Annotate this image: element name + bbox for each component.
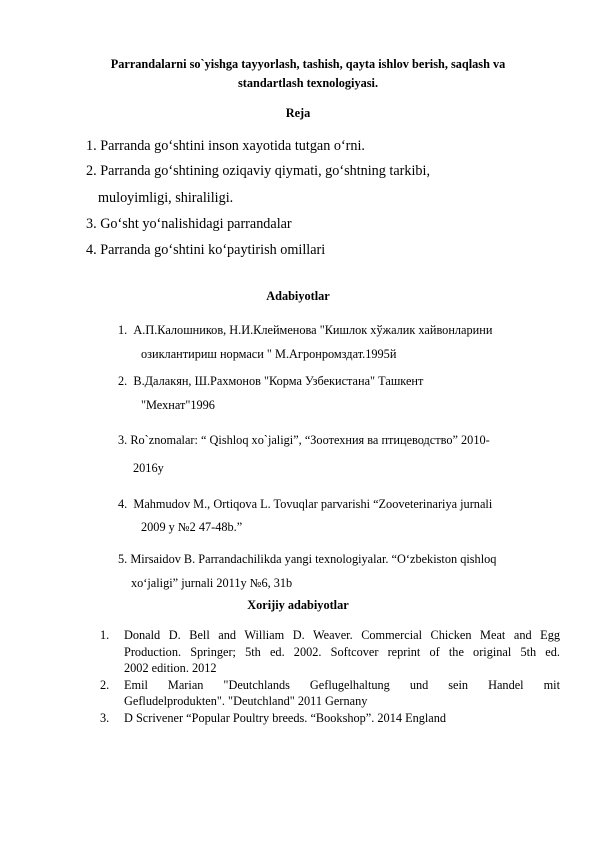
reference-item: 3. Ro`znomalar: “ Qishloq xo`jaligi”, “Зоотехния ва птицеводство” 2010- — [118, 433, 490, 447]
plan-item: 2. Parranda go‘shtining oziqaviy qiymati, go‘shtning tarkibi, — [86, 163, 430, 179]
plan-item: 4. Parranda go‘shtini ko‘paytirish omillari — [86, 242, 326, 258]
reference-item: 1. А.П.Калошников, Н.И.Клейменова "Кишлок хўжалик хайвонларини — [118, 323, 493, 337]
reference-item: 5. Mirsaidov B. Parrandachilikda yangi texnologiyalar. “O‘zbekiston qishloq — [118, 552, 497, 566]
reference-item: 4. Mahmudov M., Ortiqova L. Tovuqlar parvarishi “Zooveterinariya jurnali — [118, 497, 493, 511]
foreign-reference-item: 3. D Scrivener “Popular Poultry breeds. “Bookshop”. 2014 England — [100, 710, 447, 725]
plan-item: 3. Go‘sht yo‘nalishidagi parrandalar — [86, 216, 292, 232]
foreign-references-list — [100, 627, 560, 726]
plan-item-continuation: muloyimligi, shiraliligi. — [98, 190, 234, 206]
foreign-reference-item: 1. Donald D. Bell and William D. Weaver. Commercial Chicken Meat and Egg Production. Springer; 5th ed. 2002. Softcover reprint of the original 5th ed. 2002 edition. 2012 — [100, 628, 560, 675]
document-title — [60, 55, 556, 93]
reference-item-line2: 2009 y №2 47-48b.” — [141, 520, 243, 534]
references-heading: Adabiyotlar — [266, 289, 330, 303]
title-line-1: Parrandalarni so`yishga tayyorlash, tashish, qayta ishlov berish, saqlash va — [110, 57, 506, 71]
plan-item: 1. Parranda go‘shtini inson xayotida tutgan o‘rni. — [86, 138, 365, 154]
reference-item-line2: 2016y — [133, 461, 164, 475]
reference-item: 2. В.Далакян, Ш.Рахмонов "Корма Узбекистана" Ташкент — [118, 374, 424, 388]
foreign-references-heading: Xorijiy adabiyotlar — [247, 598, 349, 612]
reference-item-line2: озиклантириш нормаси " М.Агронромздат.1995й — [141, 347, 397, 361]
reference-item-line2: xo‘jaligi” jurnali 2011y №6, 31b — [131, 576, 293, 590]
reference-item-line2: "Мехнат"1996 — [141, 398, 215, 412]
foreign-reference-item: 2. Emil Marian "Deutchlands Geflugelhaltung und sein Handel mit Gefludelprodukten". "Deutchland" 2011 Gernany — [100, 677, 560, 708]
title-line-2: standartlash texnologiyasi. — [237, 76, 379, 90]
plan-heading: Reja — [285, 106, 311, 120]
